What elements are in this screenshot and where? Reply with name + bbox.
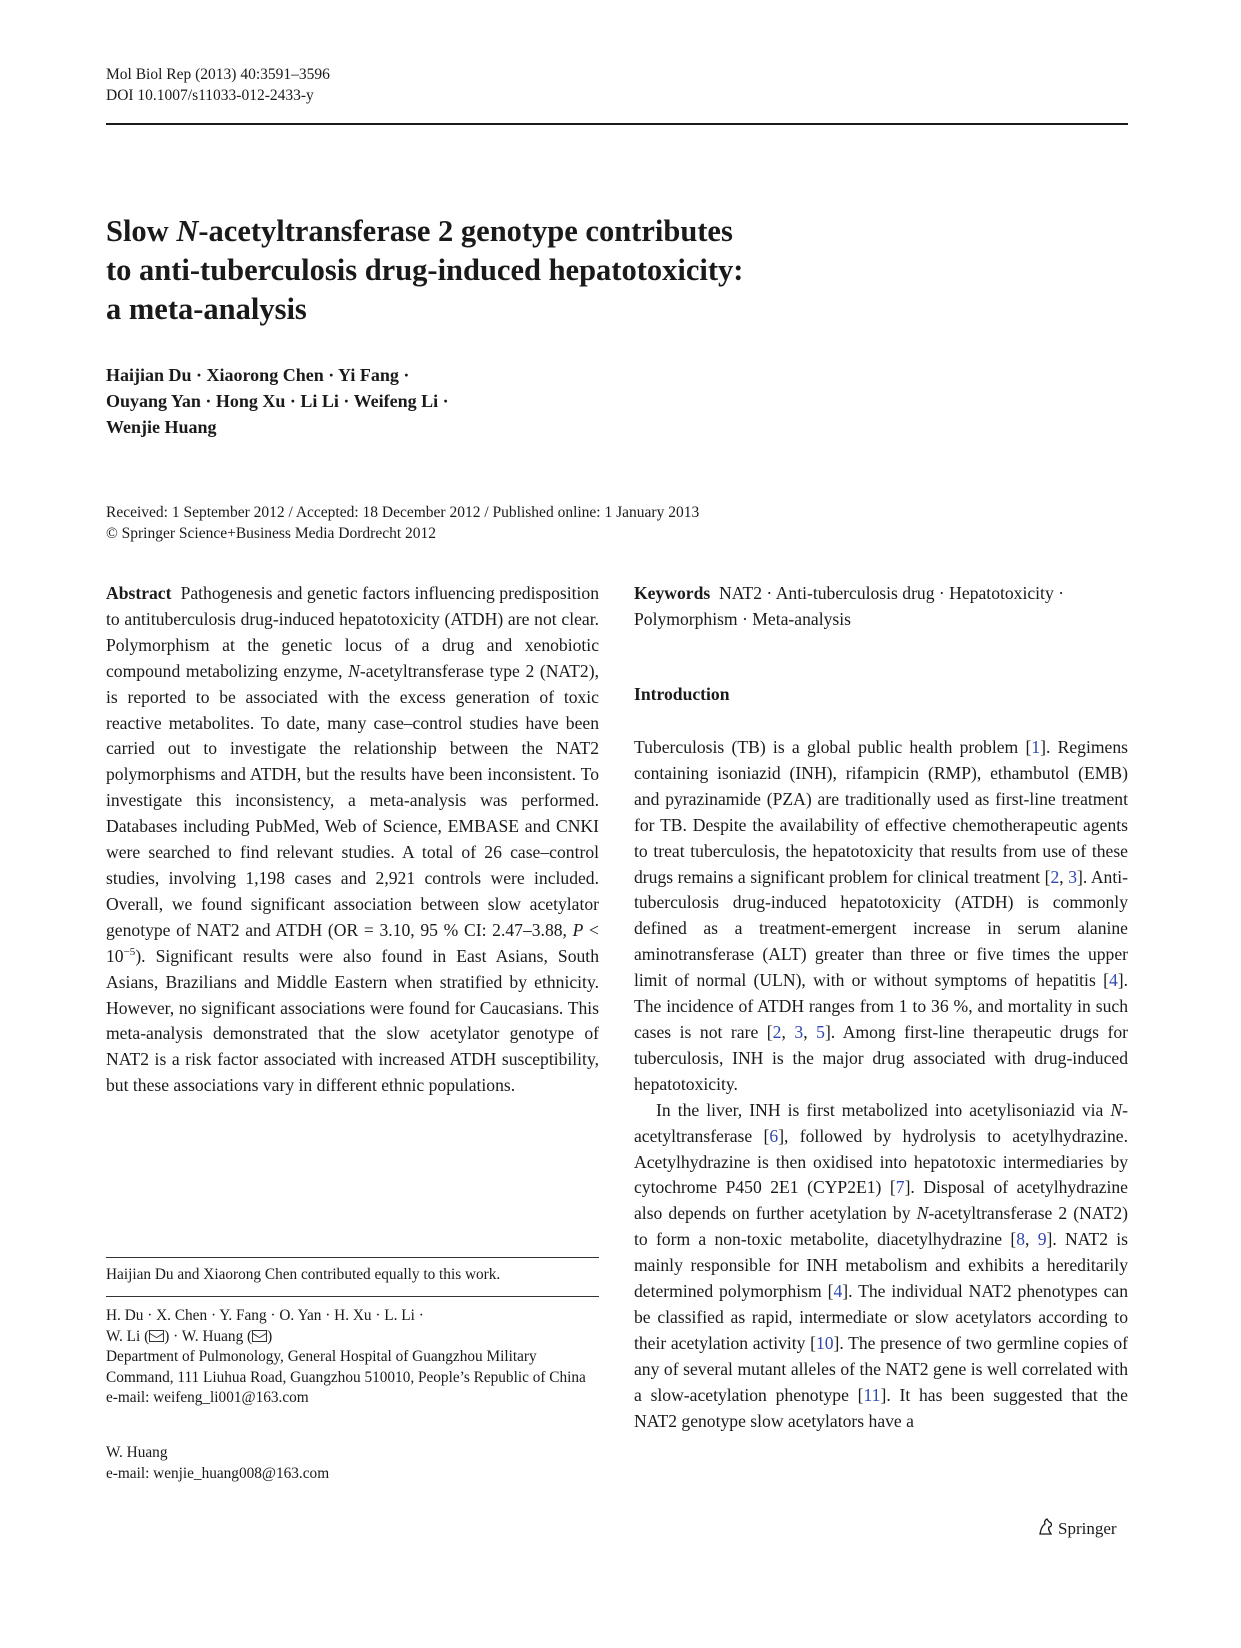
citation-link[interactable]: 1 — [1031, 737, 1041, 757]
article-title: Slow N-acetyltransferase 2 genotype contributes to anti-tuberculosis drug-induced hepatotoxicity: a meta-analysis — [106, 214, 744, 326]
introduction-heading: Introduction — [634, 684, 730, 704]
article-dates: Received: 1 September 2012 / Accepted: 18 December 2012 / Published online: 1 January 2013 © Springer Science+Business Media Dordrecht 2012 — [106, 504, 700, 542]
author-list: Haijian Du · Xiaorong Chen · Yi Fang · Ouyang Yan · Hong Xu · Li Li · Weifeng Li · Wenjie Huang — [106, 365, 449, 437]
citation-link[interactable]: 6 — [769, 1125, 779, 1146]
envelope-icon — [149, 1330, 164, 1342]
author-affiliation: H. Du · X. Chen · Y. Fang · O. Yan · H. Xu · L. Li · W. Li ( ) · W. Huang ( ) Department of Pulmonology, General Hospital of Guangzhou Military Command, 111 Liuhua Road, Guangzhou 510010, People’s Republic of China e-mail: weifeng_li001@163.com — [106, 1306, 599, 1409]
citation-link[interactable]: 3 — [1068, 866, 1078, 887]
header-rule — [106, 123, 1128, 125]
doi[interactable]: DOI 10.1007/s11033-012-2433-y — [106, 87, 314, 104]
footnote-rule — [106, 1257, 599, 1258]
department: Department of Pulmonology, General Hospital of Guangzhou Military Command, 111 Liuhua Road, Guangzhou 510010, People’s Republic of China — [106, 1348, 586, 1386]
envelope-icon — [252, 1330, 267, 1342]
citation-link[interactable]: 7 — [895, 1177, 905, 1198]
citation-link[interactable]: 5 — [816, 1021, 825, 1042]
citation-link[interactable]: 9 — [1037, 1229, 1047, 1250]
journal-header — [106, 64, 330, 106]
accepted-date: Accepted: 18 December 2012 — [295, 504, 481, 521]
abstract-heading: Abstract — [106, 583, 172, 603]
citation-link[interactable]: 2 — [1050, 866, 1060, 887]
citation-link[interactable]: 8 — [1016, 1229, 1026, 1250]
received-date: Received: 1 September 2012 — [106, 504, 285, 521]
citation-link[interactable]: 2 — [772, 1021, 782, 1042]
intro-paragraph-2: In the liver, INH is first metabolized into acetylisoniazid via N-acetyltransferase [6], followed by hydrolysis to acetylhydrazine. Acetylhydrazine is then oxidised into hepatotoxic intermediaries by cytochrome P450 2E1 (CYP2E1) [7]. Disposal of acetylhydrazine also depends on further acetylation by N-acetyltransferase 2 (NAT2) to form a non-toxic metabolite, diacetylhydrazine [8, 9]. NAT2 is mainly responsible for INH metabolism and exhibits a hereditarily determined polymorphism [4]. The individual NAT2 phenotypes can be classified as rapid, intermediate or slow acetylators according to their acetylation activity [10]. The presence of two germline copies of any of several mutant alleles of the NAT2 gene is well correlated with a slow-acetylation phenotype [11]. It has been suggested that the NAT2 genotype slow acetylators have a — [634, 1099, 1128, 1431]
email-huang[interactable]: e-mail: wenjie_huang008@163.com — [106, 1464, 330, 1482]
copyright: © Springer Science+Business Media Dordrecht 2012 — [106, 525, 437, 542]
citation-link[interactable]: 11 — [863, 1384, 881, 1405]
intro-paragraph-1: Tuberculosis (TB) is a global public health problem [1]. Regimens containing isoniazid (INH), rifampicin (RMP), ethambutol (EMB) and pyrazinamide (PZA) are traditionally used as first-line treatment for TB. Despite the availability of effective chemotherapeutic agents to treat tuberculosis, the hepatotoxicity that results from use of these drugs remains a significant problem for clinical treatment [2, 3]. Anti-tuberculosis drug-induced hepatotoxicity (ATDH) is commonly defined as a treatment-emergent increase in serum alanine aminotransferase (ALT) greater than three or five times the upper limit of normal (ULN), with or without symptoms of hepatitis [4]. The incidence of ATDH ranges from 1 to 36 %, and mortality in such cases is not rare [2, 3, 5]. Among first-line therapeutic drugs for tuberculosis, INH is the major drug associated with drug-induced hepatotoxicity. — [634, 737, 1129, 1094]
abstract: Abstract Pathogenesis and genetic factors influencing predisposition to antituberculosis drug-induced hepatotoxicity (ATDH) are not clear. Polymorphism at the genetic locus of a drug and xenobiotic compound metabolizing enzyme, N-acetyltransferase type 2 (NAT2), is reported to be associated with the excess generation of toxic reactive metabolites. To date, many case–control studies have been carried out to investigate the relationship between the NAT2 polymorphisms and ATDH, but the results have been inconsistent. To investigate this inconsistency, a meta-analysis was performed. Databases including PubMed, Web of Science, EMBASE and CNKI were searched to find relevant studies. A total of 26 case–control studies, involving 1,198 cases and 2,921 controls were included. Overall, we found significant association between slow acetylator genotype of NAT2 and ATDH (OR = 3.10, 95 % CI: 2.47–3.88, $P < 10^{-5}$). Significant results were also found in East Asians, South Asians, Brazilians and Middle Eastern when stratified by ethnicity. However, no significant associations were found for Caucasians. This meta-analysis demonstrated that the slow acetylator genotype of NAT2 is a risk factor associated with increased ATDH susceptibility, but these associations vary in different ethnic populations. — [106, 583, 600, 1096]
citation-link[interactable]: 4 — [1108, 970, 1118, 991]
keywords: Keywords NAT2 · Anti-tuberculosis drug · Hepatotoxicity · Polymorphism · Meta-analysis — [634, 583, 1064, 629]
keywords-heading: Keywords — [634, 583, 711, 603]
email-li[interactable]: e-mail: weifeng_li001@163.com — [106, 1389, 309, 1406]
citation-link[interactable]: 10 — [815, 1332, 834, 1353]
corresponding-author: W. Huang e-mail: wenjie_huang008@163.com — [106, 1443, 599, 1484]
journal-citation: Mol Biol Rep (2013) 40:3591–3596 — [106, 66, 330, 83]
equal-contribution-note: Haijian Du and Xiaorong Chen contributed equally to this work. — [106, 1266, 501, 1283]
publisher-logo: Springer — [1036, 1517, 1117, 1539]
published-date: Published online: 1 January 2013 — [492, 504, 700, 521]
footnote-rule-2 — [106, 1296, 599, 1297]
introduction-body — [634, 735, 1128, 1434]
springer-horse-icon — [1036, 1517, 1056, 1537]
citation-link[interactable]: 3 — [794, 1021, 804, 1042]
citation-link[interactable]: 4 — [833, 1281, 843, 1302]
